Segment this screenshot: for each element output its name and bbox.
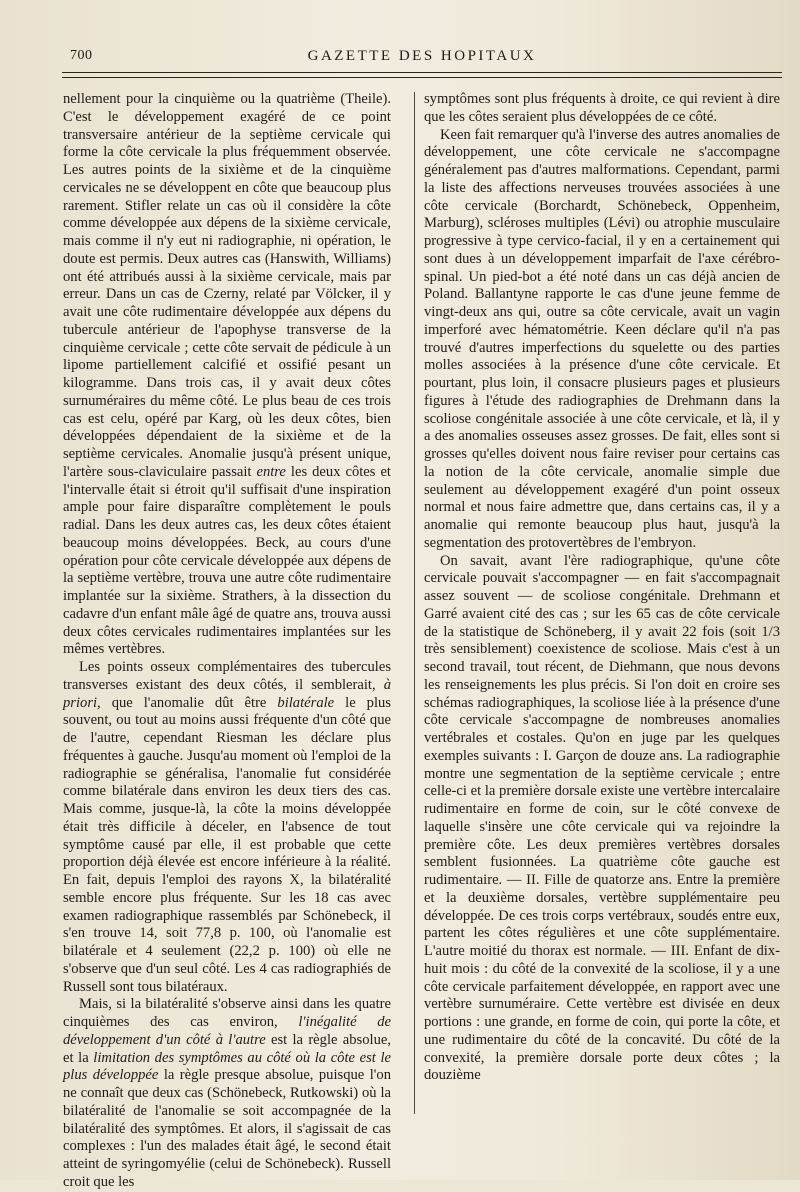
paragraph: On savait, avant l'ère radiographique, qu'une côte cervicale pouvait s'accompagner — en fait s'accompagnait assez souvent — de scoliose congénitale. Drehmann et Garré avaient cité des cas ; sur les 65 cas de côte cervicale de la statistique de Schöneberg, il y avait 22 fois (soit 1/3 très sensiblement) coexistence de scoliose. Mais c'est à un second travail, tout récent, de Diehmann, que nous devons les renseignements les plus précis. Si l'on doit en croire ses schémas radiographiques, la scoliose liée à la présence d'une côte cervicale s'accompagne de nombreuses anomalies vertébrales et costales. Qu'on en juge par les quelques exemples suivants : I. Garçon de douze ans. La radiographie montre une segmentation de la septième cervicale ; entre celle-ci et la première dorsale existe une vertèbre intercalaire rudimentaire en forme de coin, sur le côté convexe de laquelle s'insère une côte cervicale qui va rejoindre la première côte. Les deux premières vertèbres dorsales semblent fusionnées. La quatrième côte gauche est rudimentaire. — II. Fille de quatorze ans. Entre la première et la deuxième dorsales, vertèbre supplémentaire peu développée. De ces trois corps vertébraux, soudés entre eux, partent les côtes régulières et une côte supplémentaire. L'autre moitié du thorax est normale. — III. Enfant de dix-huit mois : du côté de la convexité de la scoliose, il y a une côte cervicale parfaitement développée, en rapport avec une vertèbre surnuméraire. Cette vertèbre est divisée en deux portions : une grande, en forme de coin, qui porte la côte, et une rudimentaire du côté de la concavité. Du côté de la convexité, la première dorsale porte deux côtes ; la douzième [424,552,780,1084]
journal-title: GAZETTE DES HOPITAUX [307,48,537,64]
left-column [63,91,391,1192]
paragraph: nellement pour la cinquième ou la quatrième (Theile). C'est le développement exagéré de ce point transversaire antérieur de la septième cervicale qui forme la côte cervicale la plus fréquemment observée. Les autres points de la sixième et de la cinquième cervicales ne se développent en côte que beaucoup plus rarement. Stifler relate un cas où il considère la côte comme développée aux dépens de la sixième cervicale, mais comme il n'y eut ni radiographie, ni opération, le doute est permis. Deux autres cas (Hanswith, Williams) ont été attribués aussi à la sixième cervicale, mais par erreur. Dans un cas de Czerny, relaté par Völcker, il y avait une côte rudimentaire développée aux dépens du tubercule antérieur de l'apophyse transverse de la cinquième cervicale ; cette côte servait de pédicule à un lipome partiellement calcifié et ossifié pesant un kilogramme. Dans trois cas, il y avait deux côtes surnuméraires du même côté. Le plus beau de ces trois cas est celu, opéré par Karg, où les deux côtes, bien développées dépendaient de la sixième et de la septième cervicales. Anomalie jusqu'à présent unique, l'artère sous-claviculaire passait entre les deux côtes et l'intervalle était si étroit qu'il suffisait d'une inspiration ample pour faire disparaître complètement le pouls radial. Dans les deux autres cas, les deux côtes étaient beaucoup moins développées. Beck, au cours d'une opération pour côte cervicale développée aux dépens de la septième vertèbre, trouva une autre côte rudimentaire implantée sur la sixième. Strathers, à la dissection du cadavre d'un enfant mâle âgé de quatre ans, trouva aussi deux côtes cervicales rudimentaires implantées sur les mêmes vertèbres. [63,91,391,658]
header-rule-thick [62,72,782,73]
column-divider [414,92,415,1114]
paragraph: Keen fait remarquer qu'à l'inverse des autres anomalies de développement, une côte cervicale ne s'accompagne généralement pas d'autres malformations. Cependant, parmi la liste des affections nerveuses trouvées associées à une côte cervicale (Borchardt, Schönebeck, Oppenheim, Marburg), scléroses multiples (Lévi) ou atrophie musculaire progressive à type cervico-facial, il y en a certainement qui sont dues à un développement imparfait de l'axe cérébro-spinal. Un pied-bot a été noté dans un cas déjà ancien de Poland. Ballantyne rapporte le cas d'une jeune femme de vingt-deux ans qui, outre sa côte cervicale, avait un vagin imperforé avec hématométrie. Keen déclare qu'il n'a pas trouvé d'autres imperfections du squelette ou des parties molles associées à la présence d'une côte cervicale. Et pourtant, plus loin, il consacre plusieurs pages et plusieurs figures à l'étude des radiographies de Drehmann dans la scoliose congénitale associée à une côte cervicale, et là, il y a des anomalies osseuses assez grosses. De fait, elles sont si grosses qu'elles doivent nous faire reviser pour certains cas la notion de la côte cervicale, anomalie simple due seulement au développement exagéré d'un point osseux normal et nous faire admettre que, dans certains cas, il y a anomalie qui remonte beaucoup plus haut, jusqu'à la segmentation des protovertèbres de l'embryon. [424,126,780,551]
page-number: 700 [70,48,93,63]
right-column [424,91,780,1085]
paragraph: symptômes sont plus fréquents à droite, ce qui revient à dire que les côtes seraient plus développées de ce côté. [424,91,780,125]
paragraph: Les points osseux complémentaires des tubercules transverses existant des deux côtés, il semblerait, à priori, que l'anomalie dût être bilatérale le plus souvent, ou tout au moins aussi fréquente d'un côté que de l'autre, cependant Riesman les déclare plus fréquentes à gauche. Jusqu'au moment où l'emploi de la radiographie se généralisa, l'anomalie fut considérée comme bilatérale dans environ les deux tiers des cas. Mais comme, jusque-là, la côte la moins développée était très difficile à déceler, en l'absence de tout symptôme causé par elle, il est probable que cette proportion déjà élevée est encore inférieure à la réalité. En fait, depuis l'emploi des rayons X, la bilatéralité semble encore plus fréquente. Sur les 18 cas avec examen radiographique rassemblés par Schönebeck, il s'en trouve 14, soit 77,8 p. 100, où l'anomalie est bilatérale et 4 seulement (22,2 p. 100) où elle ne s'observe que d'un seul côté. Les 4 cas radiographiés de Russell sont tous bilatéraux. [63,659,391,995]
header-rule-thin [62,77,782,78]
paragraph: Mais, si la bilatéralité s'observe ainsi dans les quatre cinquièmes des cas environ, l'inégalité de développement d'un côté à l'autre est la règle absolue, et la limitation des symptômes au côté où la côte est le plus développée la règle presque absolue, puisque l'on ne connaît que deux cas (Schönebeck, Rutkowski) où la bilatéralité de l'anomalie se soit accompagnée de la bilatéralité des symptômes. Et alors, il s'agissait de cas complexes : l'un des malades était âgé, le second était atteint de syringomyélie (celui de Schönebeck). Russell croit que les [63,996,391,1190]
